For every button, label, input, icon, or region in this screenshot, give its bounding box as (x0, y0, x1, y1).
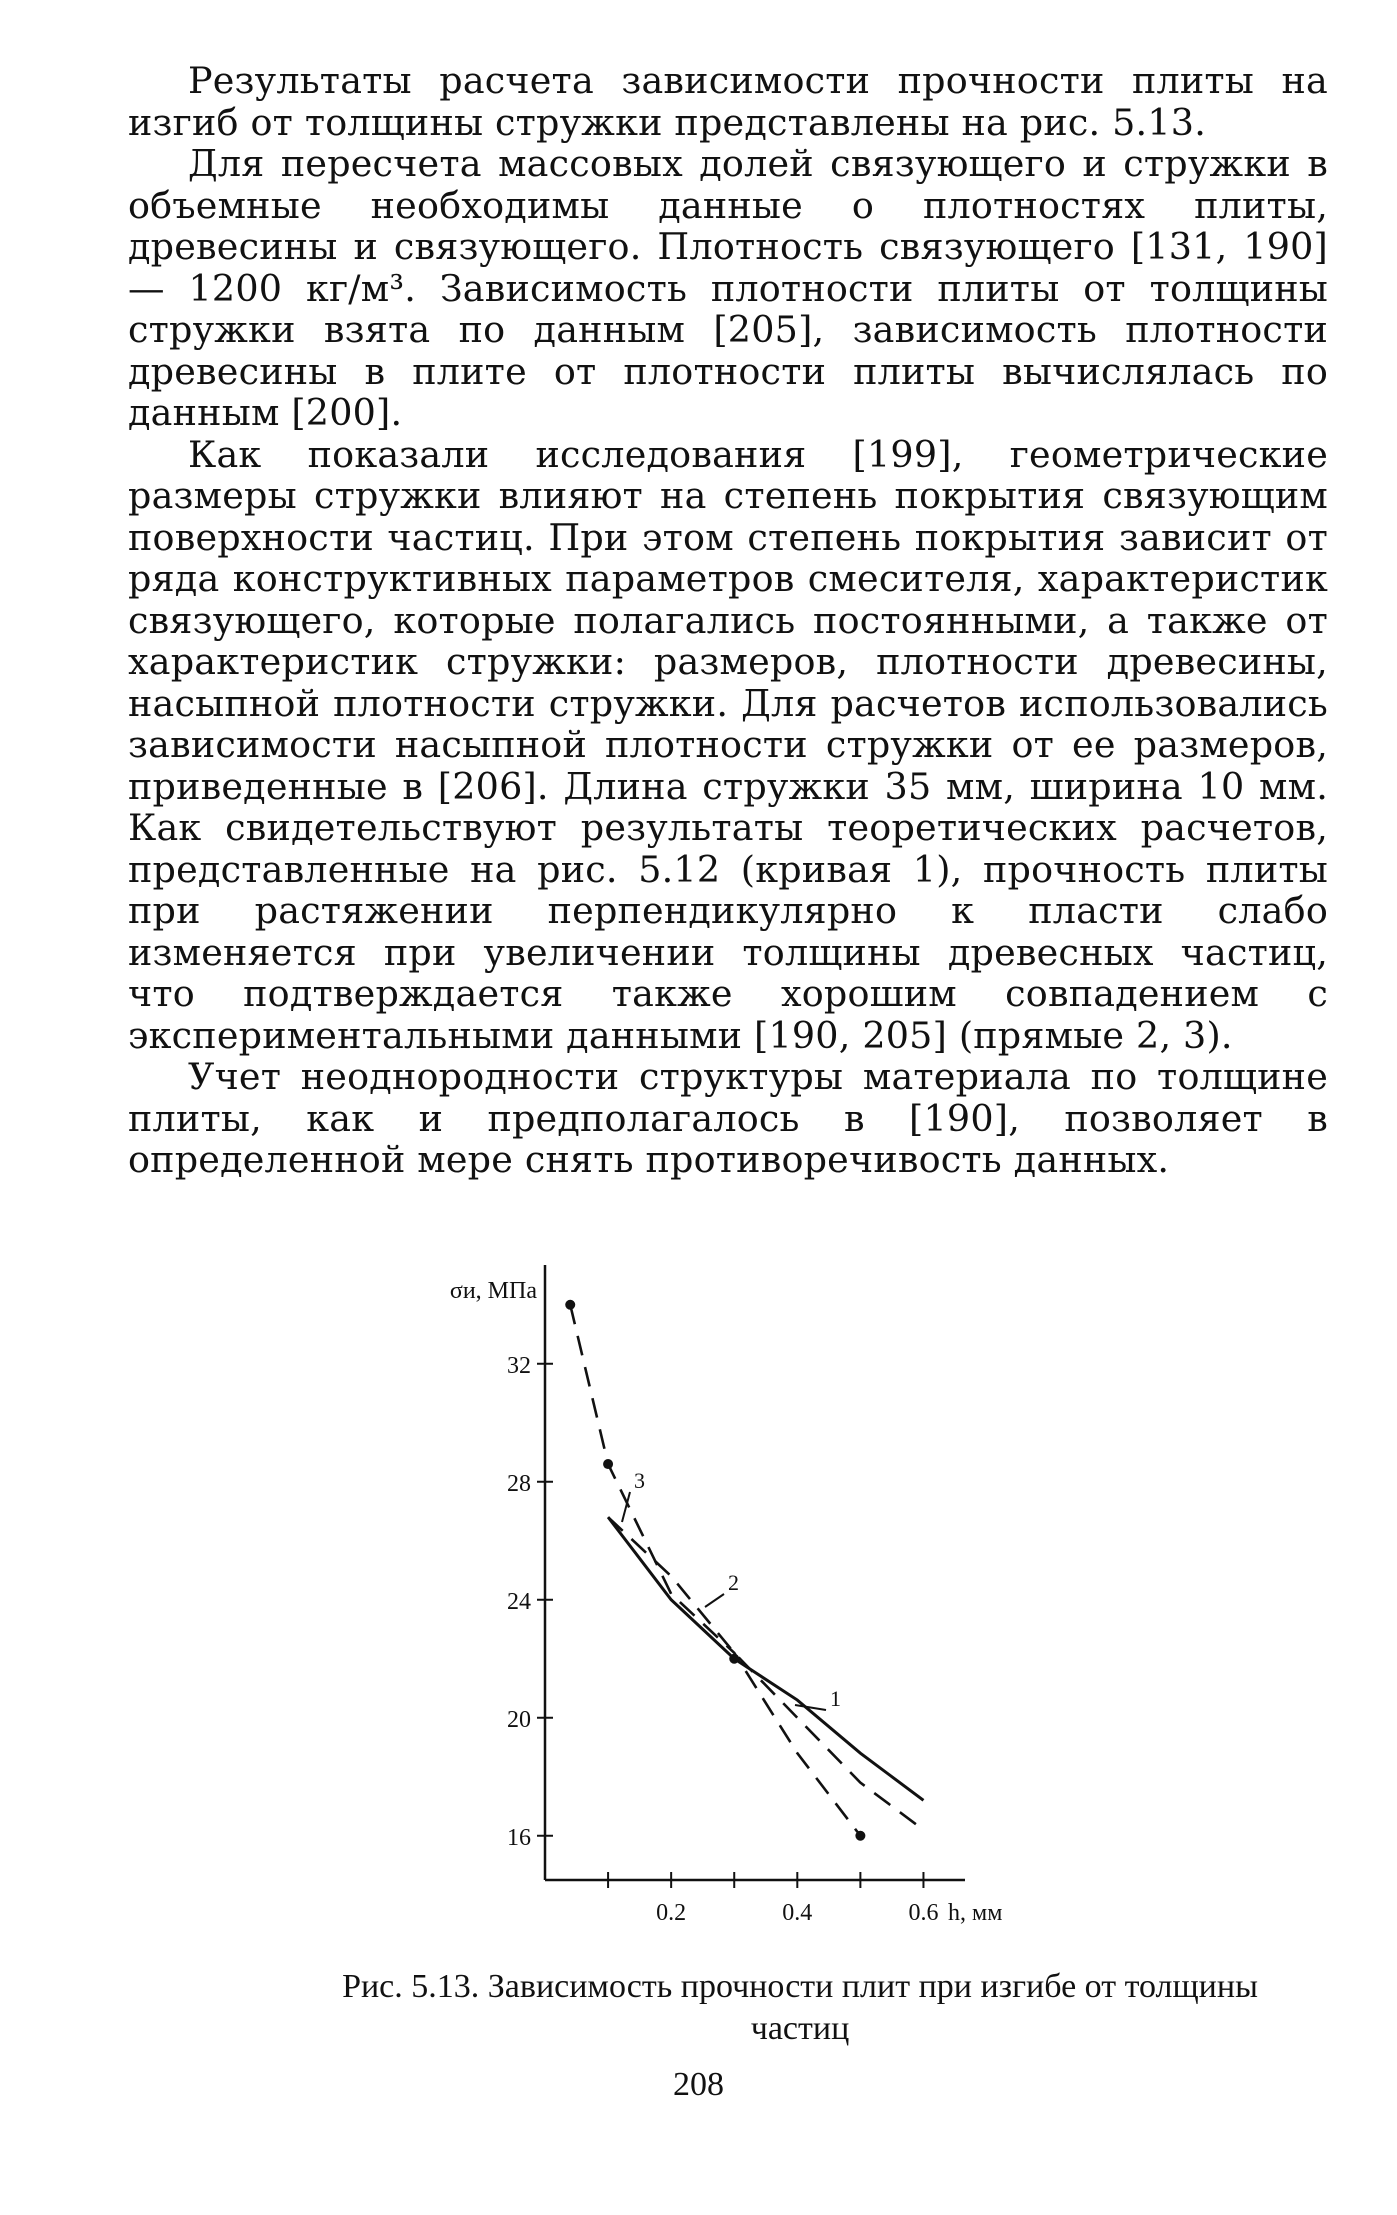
paragraph-3: Как показали исследования [199], геометрические размеры стружки влияют на степень покрытия связующим поверхности частиц. При этом степень покрытия зависит от ряда конструктивных параметров смесителя, характеристик связующего, которые полагались постоянными, а также от характеристик стружки: размеров, плотности древесины, насыпной плотности стружки. Для расчетов использовались зависимости насыпной плотности стружки от ее размеров, приведенные в [206]. Длина стружки 35 мм, ширина 10 мм. Как свидетельствуют результаты теоретических расчетов, представленные на рис. 5.12 (кривая 1), прочность плиты при растяжении перпендикулярно к пласти слабо изменяется при увеличении толщины древесных частиц, что подтверждается также хорошим совпадением с экспериментальными данными [190, 205] (прямые 2, 3). (128, 432, 1328, 1057)
x-tick-label-0.4: 0.4 (782, 1900, 813, 1926)
series-2-leader (705, 1594, 724, 1607)
y-tick-label-32: 32 (507, 1352, 531, 1379)
data-point-4 (855, 1831, 865, 1841)
x-tick-label-0.6: 0.6 (908, 1900, 939, 1926)
y-tick-label-24: 24 (507, 1588, 531, 1615)
series-3-line (570, 1305, 860, 1836)
page-number: 208 (673, 2066, 724, 2103)
y-tick-label-28: 28 (507, 1470, 531, 1497)
x-tick-label-0.2: 0.2 (656, 1900, 687, 1926)
x-axis-label: h, мм (948, 1900, 1003, 1926)
y-axis-label: σи, МПа (449, 1278, 537, 1304)
data-point-2 (603, 1459, 613, 1469)
y-tick-label-20: 20 (507, 1706, 531, 1733)
paragraph-4: Учет неоднородности структуры материала по толщине плиты, как и предполагалось в [190], позволяет в определенной мере снять противоречивость данных. (128, 1055, 1328, 1181)
series-3-label: 3 (634, 1468, 645, 1493)
paragraph-1: Результаты расчета зависимости прочности плиты на изгиб от толщины стружки представлены на рис. 5.13. (128, 59, 1328, 144)
figure-caption: Рис. 5.13. Зависимость прочности плит при изгибе от толщины частиц (342, 1968, 1258, 2047)
y-tick-label-16: 16 (507, 1824, 531, 1851)
series-1-label: 1 (830, 1686, 841, 1711)
data-point-3 (729, 1654, 739, 1664)
series-2-label: 2 (728, 1570, 739, 1595)
paragraph-2: Для пересчета массовых долей связующего и стружки в объемные необходимы данные о плотностях плиты, древесины и связующего. Плотность связующего [131, 190] — 1200 кг/м³. Зависимость плотности плиты от толщины стружки взята по данным [205], зависимость плотности древесины в плите от плотности плиты вычислялась по данным [200]. (128, 142, 1328, 434)
data-point-1 (565, 1300, 575, 1310)
